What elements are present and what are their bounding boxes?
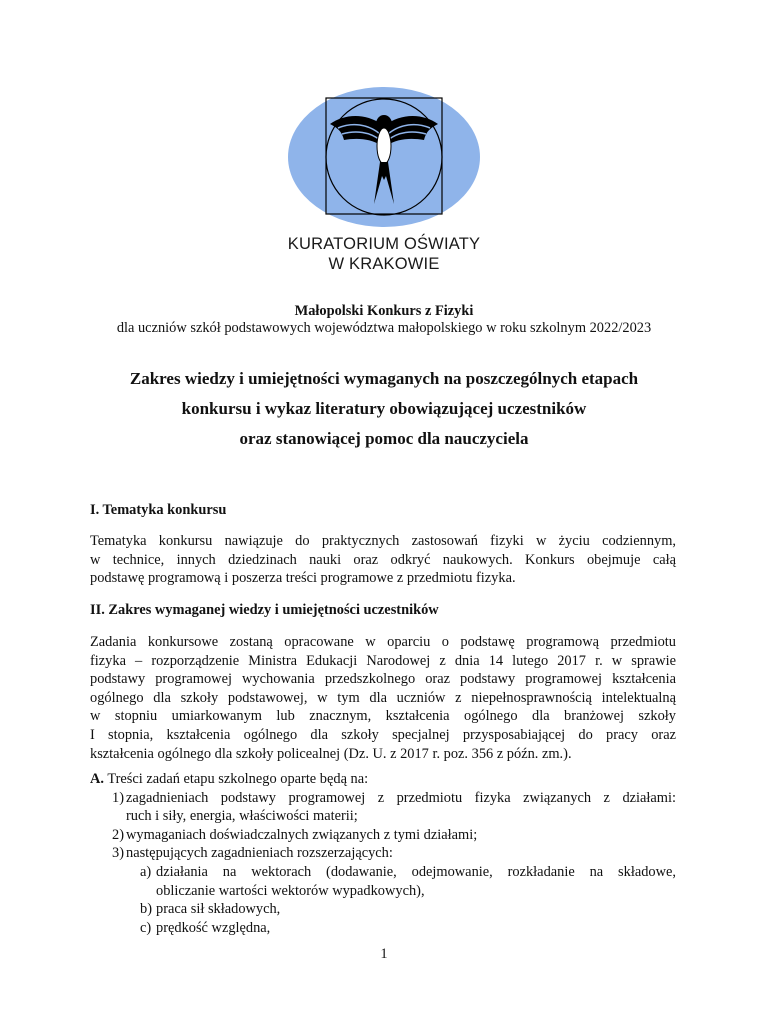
sub-list-item-letter: a) (140, 863, 152, 880)
sub-list-item-letter: b) (140, 901, 152, 918)
paragraph-line: podstawę programową i poszerza treści programowe z przedmiotu fizyka. (90, 570, 516, 587)
title-line-2: konkursu i wykaz literatury obowiązującej uczestników (181, 399, 587, 418)
sub-list-item (90, 900, 676, 919)
list-item (90, 826, 676, 845)
section-1-heading: I. Tematyka konkursu (90, 502, 227, 518)
contest-name: Małopolski Konkurs z Fizyki (294, 303, 474, 319)
section-a-intro-text: Treści zadań etapu szkolnego oparte będą na: (104, 771, 369, 787)
paragraph-line: Tematyka konkursu nawiązuje do praktycznych zastosowań fizyki w życiu codziennym, (90, 533, 676, 549)
list-item (90, 789, 676, 826)
list-item-number: 1) (112, 789, 124, 806)
sub-list-item-text: prędkość względna, (156, 919, 271, 936)
section-a-intro (90, 770, 676, 789)
org-name-line2: W KRAKOWIE (328, 255, 440, 273)
paragraph-line: Zadania konkursowe zostaną opracowane w oparciu o podstawę programową przedmiotu (90, 634, 676, 650)
paragraph-line: w technice, innych dziedzinach nauki oraz odkryć naukowych. Konkurs obejmuje całą (90, 551, 676, 568)
list-item-number: 2) (112, 826, 124, 843)
section-2-heading: II. Zakres wymaganej wiedzy i umiejętności uczestników (90, 602, 439, 618)
sub-list-item-text: praca sił składowych, (156, 901, 281, 918)
list-item-text: wymaganiach doświadczalnych związanych z tymi działami; (126, 826, 478, 843)
paragraph-line: fizyka – rozporządzenie Ministra Edukacji Narodowej z dnia 14 lutego 2017 r. w sprawie (90, 652, 676, 669)
org-name-line1: KURATORIUM OŚWIATY (287, 235, 481, 253)
paragraph-line: podstawy programowej wychowania przedszkolnego oraz podstawy programowej kształcenia (90, 671, 676, 688)
sub-list-item-text: działania na wektorach (dodawanie, odejmowanie, rozkładanie na składowe, (156, 863, 676, 880)
title-line-1: Zakres wiedzy i umiejętności wymaganych na poszczególnych etapach (129, 369, 639, 388)
sub-list-item-letter: c) (140, 919, 152, 936)
paragraph-line: kształcenia ogólnego dla szkoły policealnej (Dz. U. z 2017 r. poz. 356 z późn. zm.). (90, 745, 572, 762)
list-item-text-cont: ruch i siły, energia, właściwości materii; (126, 808, 358, 825)
title-line-3: oraz stanowiącej pomoc dla nauczyciela (239, 429, 529, 448)
section-1-paragraph (90, 532, 676, 588)
sub-list-item (90, 919, 676, 938)
section-2-paragraph (90, 633, 676, 763)
contest-subtitle: dla uczniów szkół podstawowych województwa małopolskiego w roku szkolnym 2022/2023 (116, 320, 652, 336)
sub-list-item-text-cont: obliczanie wartości wektorów wypadkowych), (156, 882, 425, 899)
paragraph-line: ogólnego dla szkoły podstawowej, w tym dla uczniów z niepełnosprawnością intelektualną (90, 689, 676, 706)
list-item (90, 844, 676, 863)
section-a-label: A. (90, 771, 104, 787)
section-a-list (90, 770, 676, 937)
paragraph-line: I stopnia, kształcenia ogólnego dla szkoły specjalnej przysposabiającej do pracy oraz (90, 726, 676, 743)
list-item-number: 3) (112, 845, 124, 862)
list-item-text: następujących zagadnieniach rozszerzających: (126, 845, 393, 862)
paragraph-line: w stopniu umiarkowanym lub znacznym, kształcenia ogólnego dla branżowej szkoły (90, 708, 676, 725)
list-item-text: zagadnieniach podstawy programowej z przedmiotu fizyka związanych z działami: (126, 789, 676, 806)
sub-list-item (90, 863, 676, 900)
page-number: 1 (380, 946, 388, 962)
